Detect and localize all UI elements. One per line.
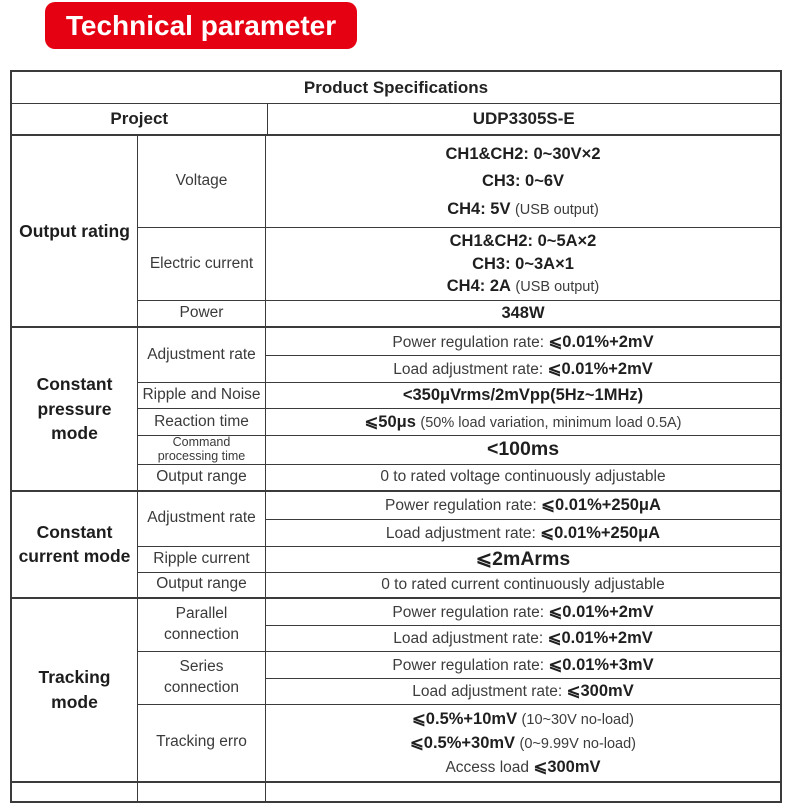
spec-value-cell: [266, 301, 780, 326]
spec-line: Power regulation rate: ⩽0.01%+3mV: [392, 655, 654, 674]
row-ripple-current: [137, 546, 780, 572]
section-output-rating: [12, 134, 780, 326]
row-label: Tracking erro: [137, 705, 265, 781]
row-label: Command processing time: [137, 436, 265, 464]
spec-line: Power regulation rate: ⩽0.01%+2mV: [392, 332, 654, 351]
spec-value-cell: [266, 519, 780, 546]
spec-value-cell: [266, 383, 780, 408]
spec-line: 348W: [501, 304, 545, 322]
table-title: Product Specifications: [303, 77, 489, 97]
row-parallel-connection: [137, 599, 780, 651]
spec-line: 0 to rated voltage continuously adjustable: [380, 468, 666, 485]
row-electric-current: [137, 227, 780, 300]
row-label: Parallel connection: [137, 599, 265, 651]
project-header: Project: [110, 109, 169, 128]
spec-line: CH1&CH2: 0~5A×2: [449, 231, 597, 250]
spec-value-cell: [266, 652, 780, 678]
spec-value-cell: [266, 328, 780, 355]
partial-label-cell: [137, 783, 265, 801]
section-constant-pressure-mode: [12, 326, 780, 490]
row-label: Adjustment rate: [137, 328, 265, 382]
spec-value-cell: [266, 355, 780, 382]
spec-line: Power regulation rate: ⩽0.01%+250μA: [385, 496, 661, 514]
product-spec-table: [10, 70, 782, 803]
row-label: Ripple current: [137, 547, 265, 572]
spec-line: Load adjustment rate: ⩽300mV: [412, 682, 634, 700]
section-constant-current-mode: [12, 490, 780, 597]
spec-line: 0 to rated current continuously adjustable: [381, 575, 665, 593]
partial-bottom-row: [12, 781, 780, 801]
row-label: Adjustment rate: [137, 492, 265, 546]
row-ripple-and-noise: [137, 382, 780, 408]
row-reaction-time: [137, 408, 780, 435]
spec-line: CH3: 0~6V: [481, 172, 565, 190]
spec-value-cell: [266, 409, 780, 435]
section-label: Tracking mode: [38, 667, 111, 712]
section-label: Output rating: [19, 220, 130, 241]
spec-value-cell: [266, 678, 780, 704]
spec-value-cell: [266, 547, 780, 572]
row-label: Series connection: [137, 652, 265, 704]
spec-line: CH1&CH2: 0~30V×2: [445, 144, 601, 163]
section-tracking-mode: [12, 597, 780, 781]
spec-line: CH4: 2A (USB output): [446, 277, 600, 296]
spec-value-cell: [266, 465, 780, 490]
row-label: Electric current: [137, 228, 265, 300]
row-label: Output range: [137, 573, 265, 597]
spec-value-cell: [266, 625, 780, 651]
row-adjustment-rate: [137, 492, 780, 546]
row-output-range: [137, 464, 780, 490]
spec-line: Load adjustment rate: ⩽0.01%+2mV: [393, 629, 653, 647]
spec-line: Load adjustment rate: ⩽0.01%+250μA: [385, 523, 661, 542]
row-label: Output range: [137, 465, 265, 490]
row-label: Ripple and Noise: [137, 383, 265, 408]
section-label: Constant current mode: [18, 521, 131, 566]
row-series-connection: [137, 651, 780, 704]
banner-title: Technical parameter: [65, 9, 337, 41]
spec-line: <350μVrms/2mVpp(5Hz~1MHz): [402, 386, 644, 404]
row-power: [137, 300, 780, 326]
spec-line: Power regulation rate: ⩽0.01%+2mV: [392, 602, 654, 621]
spec-value-cell: [266, 705, 780, 781]
row-adjustment-rate: [137, 328, 780, 382]
spec-line: <100ms: [486, 437, 560, 460]
spec-line: Load adjustment rate: ⩽0.01%+2mV: [393, 360, 653, 378]
spec-line: CH4: 5V (USB output): [447, 199, 599, 218]
spec-line: Access load ⩽300mV: [445, 757, 601, 776]
row-tracking-erro: [137, 704, 780, 781]
spec-value-cell: [266, 436, 780, 462]
spec-line: ⩽0.5%+30mV (0~9.99V no-load): [409, 733, 637, 752]
spec-value-cell: [266, 136, 780, 227]
section-label: Constant pressure mode: [36, 374, 113, 443]
row-label: Power: [137, 301, 265, 326]
row-label: Reaction time: [137, 409, 265, 435]
partial-value-cell: [265, 783, 780, 801]
table-header-row: [12, 103, 780, 134]
spec-value-cell: [266, 599, 780, 625]
spec-line: CH3: 0~3A×1: [472, 254, 574, 273]
technical-parameter-banner: [45, 2, 357, 49]
spec-line: ⩽50μs (50% load variation, minimum load 0.5A): [364, 413, 682, 431]
spec-value-cell: [266, 573, 780, 597]
table-title-row: [12, 72, 780, 103]
spec-line: ⩽2mArms: [475, 548, 571, 570]
row-command-processing-time: [137, 435, 780, 464]
partial-section-cell: [12, 783, 137, 801]
row-output-range: [137, 572, 780, 597]
row-voltage: [137, 136, 780, 227]
spec-value-cell: [266, 492, 780, 519]
model-header: UDP3305S-E: [267, 104, 781, 134]
spec-line: ⩽0.5%+10mV (10~30V no-load): [411, 709, 634, 728]
row-label: Voltage: [137, 136, 265, 227]
spec-value-cell: [266, 228, 780, 300]
